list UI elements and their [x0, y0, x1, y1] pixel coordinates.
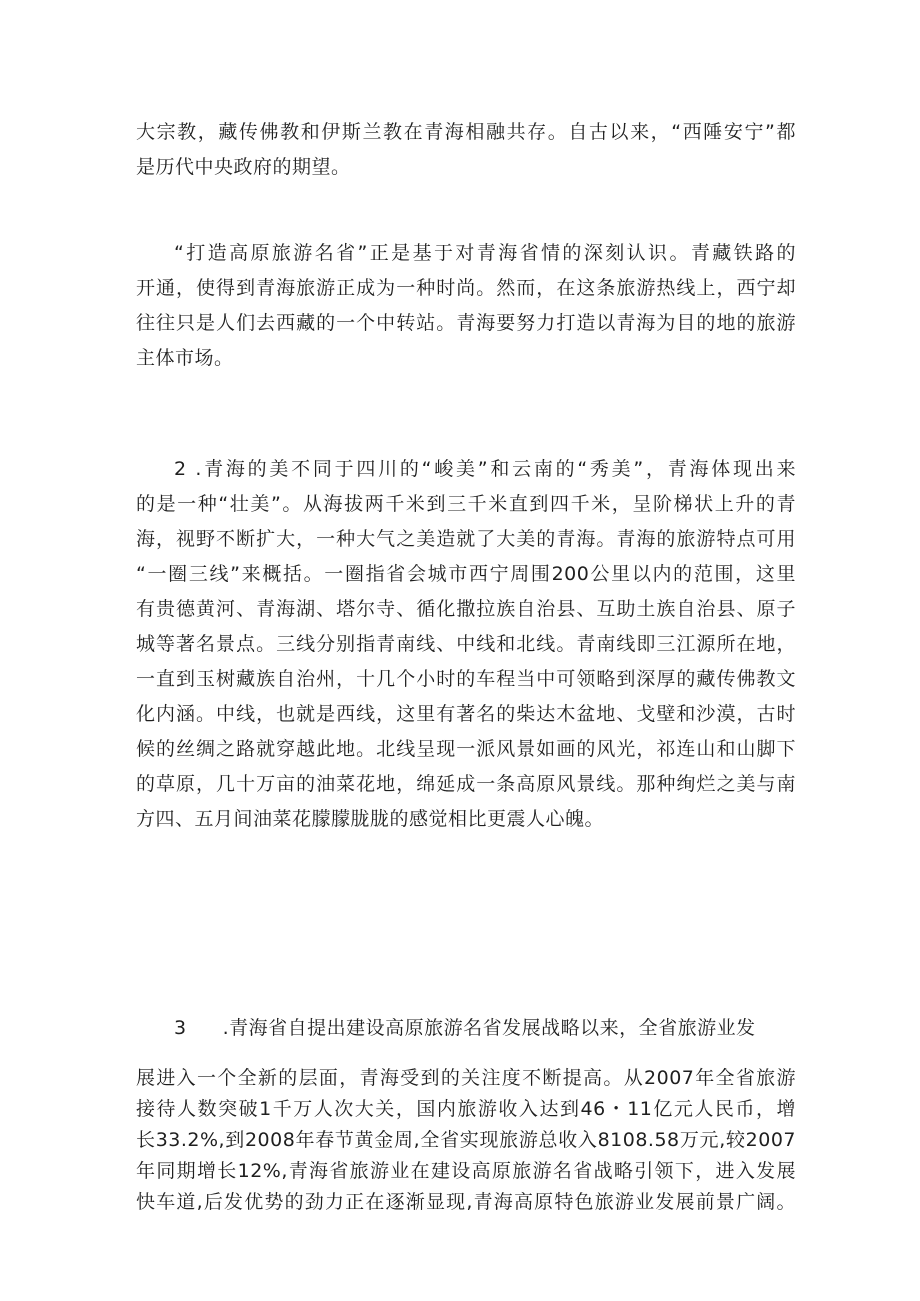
text-line: 快车道,后发优势的劲力正在逐渐显现,青海高原特色旅游业发展前景广阔。 [136, 1191, 796, 1213]
text-line: 海，视野不断扩大，一种大气之美造就了大美的青海。青海的旅游特点可用 [136, 528, 796, 550]
text-line: 城等著名景点。三线分别指青南线、中线和北线。青南线即三江源所在地， [136, 633, 796, 655]
text-line: 的是一种“壮美”。从海拔两千米到三千米直到四千米，呈阶梯状上升的青 [136, 493, 796, 515]
text-line: 展进入一个全新的层面，青海受到的关注度不断提高。从2007年全省旅游 [136, 1067, 796, 1089]
paragraph-plateau-tourism [136, 236, 796, 376]
text-line: 往往只是人们去西藏的一个中转站。青海要努力打造以青海为目的地的旅游 [136, 312, 796, 334]
text-line: 接待人数突破1千万人次大关，国内旅游收入达到46・11亿元人民币，增 [136, 1098, 796, 1120]
text-line: 有贵德黄河、青海湖、塔尔寺、循化撒拉族自治县、互助土族自治县、原子 [136, 598, 796, 620]
text-line: 是历代中央政府的期望。 [136, 156, 351, 178]
text-line: 2 .青海的美不同于四川的“峻美”和云南的“秀美”，青海体现出来 [174, 458, 796, 480]
text-line: “打造高原旅游名省”正是基于对青海省情的深刻认识。青藏铁路的 [174, 242, 796, 264]
paragraph-development-heading [136, 1011, 796, 1046]
text-line: 长33.2%,到2008年春节黄金周,全省实现旅游总收入8108.58万元,较2007 [136, 1129, 796, 1151]
item-number: 3 [174, 1017, 187, 1039]
paragraph-development [136, 1063, 796, 1218]
text-line: 方四、五月间油菜花朦朦胧胧的感觉相比更震人心魄。 [136, 808, 605, 830]
text-line: 的草原，几十万亩的油菜花地，绵延成一条高原风景线。那种绚烂之美与南 [136, 773, 796, 795]
text-line: 开通，使得到青海旅游正成为一种时尚。然而，在这条旅游热线上，西宁却 [136, 277, 796, 299]
item-text: .青海省自提出建设高原旅游名省发展战略以来，全省旅游业发 [222, 1017, 756, 1039]
text-line: 主体市场。 [136, 347, 234, 369]
text-line [136, 1011, 796, 1046]
paragraph-religion [136, 115, 796, 185]
text-line: “一圈三线”来概括。一圈指省会城市西宁周围200公里以内的范围，这里 [136, 563, 796, 585]
text-line: 一直到玉树藏族自治州，十几个小时的车程当中可领略到深厚的藏传佛教文 [136, 668, 796, 690]
text-line: 年同期增长12%,青海省旅游业在建设高原旅游名省战略引领下，进入发展 [136, 1160, 796, 1182]
text-line: 化内涵。中线，也就是西线，这里有著名的柴达木盆地、戈壁和沙漠，古时 [136, 703, 796, 725]
text-line: 大宗教，藏传佛教和伊斯兰教在青海相融共存。自古以来，“西陲安宁”都 [136, 121, 796, 143]
text-line: 候的丝绸之路就穿越此地。北线呈现一派风景如画的风光，祁连山和山脚下 [136, 738, 796, 760]
paragraph-qinghai-beauty [136, 452, 796, 837]
